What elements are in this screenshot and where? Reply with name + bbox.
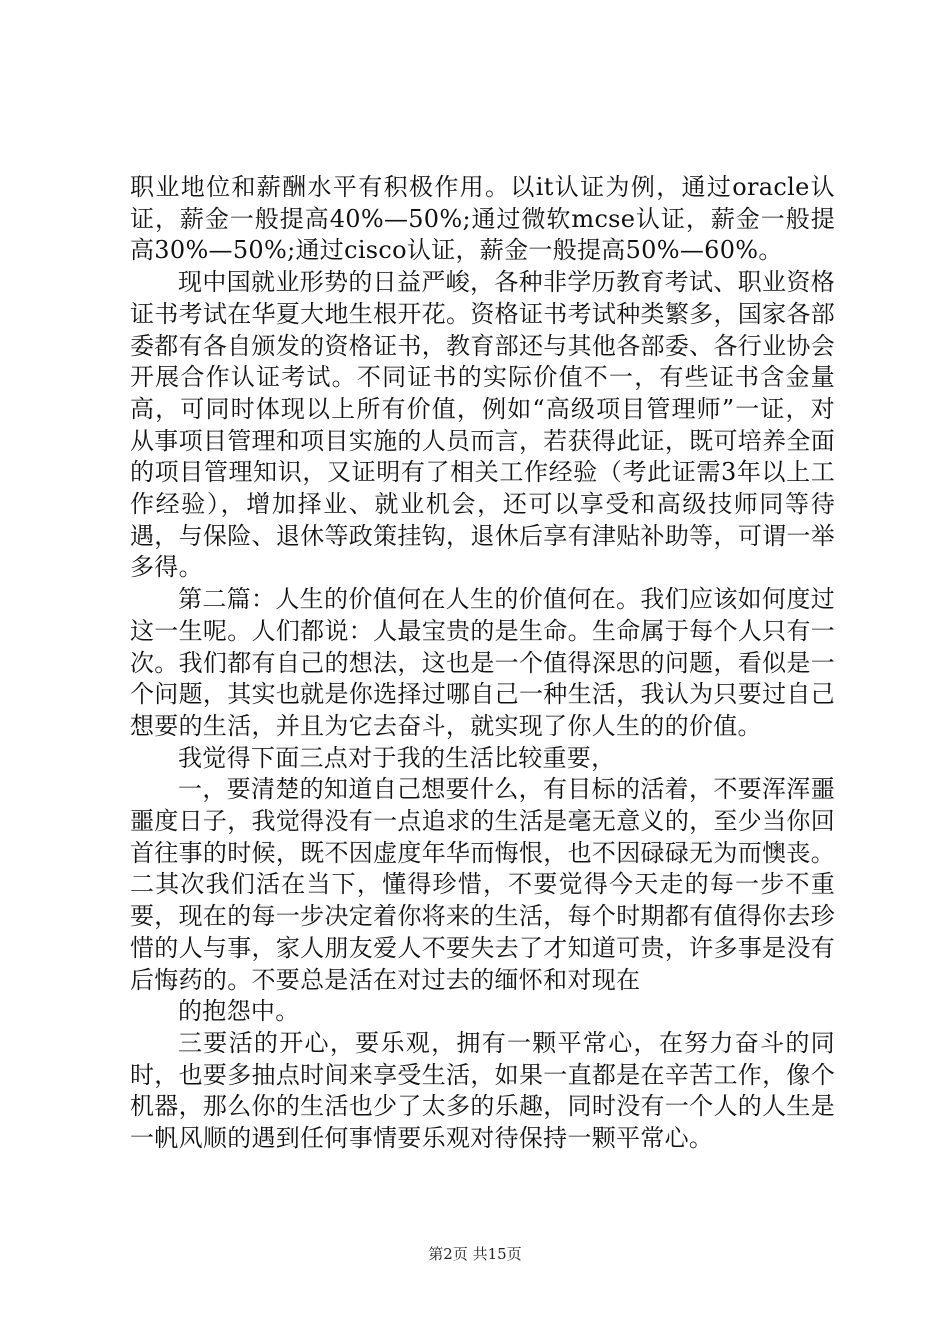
paragraph-7: 三要活的开心，要乐观，拥有一颗平常心，在努力奋斗的同时，也要多抽点时间来享受生活，如果一直都是在辛苦工作，像个机器，那么你的生活也少了太多的乐趣，同时没有一个人的人生是一帆风顺的遇到任何事情要乐观对待保持一颗平常心。 [130, 1028, 835, 1153]
paragraph-5: 一，要清楚的知道自己想要什么，有目标的活着，不要浑浑噩噩度日子，我觉得没有一点追求的生活是毫无意义的，至少当你回首往事的时候，既不因虚度年华而悔恨，也不因碌碌无为而懊丧。二其次我们活在当下，懂得珍惜，不要觉得今天走的每一步不重要，现在的每一步决定着你将来的生活，每个时期都有值得你去珍惜的人与事，家人朋友爱人不要失去了才知道可贵，许多事是没有后悔药的。不要总是活在对过去的缅怀和对现在 [130, 775, 835, 994]
paragraph-4: 我觉得下面三点对于我的生活比较重要， [178, 743, 616, 772]
document-body [130, 172, 835, 1155]
paragraph-3: 第二篇：人生的价值何在人生的价值何在。我们应该如何度过这一生呢。人们都说：人最宝贵的是生命。生命属于每个人只有一次。我们都有自己的想法，这也是一个值得深思的问题，看似是一个问题，其实也就是你选择过哪自己一种生活，我认为只要过自己想要的生活，并且为它去奋斗，就实现了你人生的的价值。 [130, 585, 835, 740]
paragraph-2: 现中国就业形势的日益严峻，各种非学历教育考试、职业资格证书考试在华夏大地生根开花。资格证书考试种类繁多，国家各部委都有各自颁发的资格证书，教育部还与其他各部委、各行业协会开展合作认证考试。不同证书的实际价值不一，有些证书含金量高，可同时体现以上所有价值，例如“高级项目管理师”一证，对从事项目管理和项目实施的人员而言，若获得此证，既可培养全面的项目管理知识，又证明有了相关工作经验（考此证需3年以上工作经验），增加择业、就业机会，还可以享受和高级技师同等待遇，与保险、退休等政策挂钩，退休后享有津贴补助等，可谓一举多得。 [130, 268, 835, 582]
paragraph-1: 职业地位和薪酬水平有积极作用。以it认证为例，通过oracle认证，薪金一般提高40%—50%;通过微软mcse认证，薪金一般提高30%—50%;通过cisco认证，薪金一般提高50%—60%。 [130, 173, 835, 265]
paragraph-6: 的抱怨中。 [178, 997, 300, 1026]
page-number-footer: 第2页 共15页 [428, 1245, 522, 1263]
